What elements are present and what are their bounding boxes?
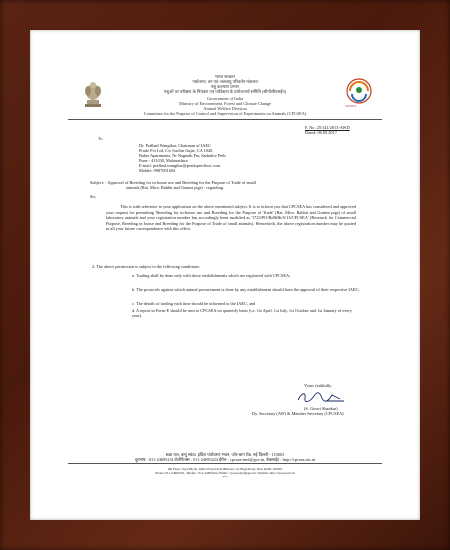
addressee-line: Pune - 411030, Maharashtra <box>139 158 188 163</box>
header-hindi-line1: भारत सरकार <box>214 74 236 79</box>
addressee-line: Baher Apartments, Nr Nagnath Par, Sadashiv Peth, <box>139 153 227 158</box>
letter-date: Dated: 06.05.2017 <box>305 130 337 135</box>
footer-contact: Phone: 011-24695231, Telefax : 011-24695424, Email : cpcsea-mef@gov.in, Website: http://cpcsea.nic.in <box>155 471 295 475</box>
file-number: F. No. 25/141/2013-AWD <box>305 125 350 130</box>
header-divider <box>68 119 382 120</box>
cpcsea-logo-icon <box>346 78 372 104</box>
cpcsea-logo-text: CPCSEA <box>345 104 357 108</box>
condition-a: a. Trading shall be done only with those establishments which are registered with CPCSEA; <box>132 273 291 278</box>
footer-hindi-contact: दूरभाष : 011-24695231/टेलीफैक्स : 011-24695424 ईमेल : cpcsea-mef@gov.in, वेबसाईट : http://cpcsea.nic.in <box>134 457 316 462</box>
salutation: Sir, <box>90 194 96 199</box>
header-ministry: Ministry of Environment, Forest and Climate Change <box>178 101 271 106</box>
addressee-line: Prado Pvt Ltd, C/o Sachin Gujar, CA 1040, <box>139 148 214 153</box>
closing: Yours faithfully, <box>304 383 332 388</box>
body-paragraph-2: 2. The above permission is subject to the following conditions: <box>92 264 201 269</box>
document-page <box>68 68 382 482</box>
footer-divider <box>68 463 382 464</box>
condition-c: c. The details of trading each time should be informed to the IAEC; and <box>132 301 256 306</box>
header-gov: Government of India <box>206 96 244 101</box>
subject-line2: animals (Rat, Mice, Rabbit and Guinea pigs) - regarding. <box>126 185 224 190</box>
condition-b: b. The protocols against which animal procurement is done by any establishment should have the approval of their respective IAEC; <box>132 287 360 292</box>
header-hindi-line2: पर्यावरण, वन एवं जलवायु परिवर्तन मंत्रालय <box>192 79 258 84</box>
signature-icon <box>296 390 346 404</box>
signatory-designation: Dy. Secretary (AW) & Member Secretary (CPCSEA) <box>252 411 344 416</box>
footer-address: 6th Floor, Vayu Block, Indira Paryavaran Bhawan, Jor Bagh Road, New Delhi-110003 <box>167 467 283 471</box>
addressee-line: Dr. Pralhad Wangikar, Chairman of IAEC <box>139 143 211 148</box>
header-hindi-line4: पशुओं पर परीक्षण के नियंत्रण एवं पर्यवेक्षण के प्रयोजनार्थ समिति (सीपीसीएसईए) <box>163 89 287 94</box>
header-hindi-line3: पशु कल्याण प्रभाग <box>210 84 240 89</box>
body-paragraph-1: This is with reference to your application on the above mentioned subject. It is to inform you that CPCSEA has considered and approved your request for permitting 'Breeding for in-house use and Breeding for the Purpose of Trade' (Rat, Mice, Rabbit and Guinea pigs) of small laboratory animals and your registration number has accordingly been modified as '1723/PO/ReBiBt/S/13/CPCSEA' (Research for Commercial Purpose, Breeding in house and Breeding for the Purpose of Trade of small animals). Henceforth, the above registration number may be quoted in all your future correspondence with this office. <box>106 204 356 232</box>
addressee-mobile: Mobile: 9987001604 <box>139 168 176 173</box>
to-label: To <box>98 136 103 141</box>
signatory-name: (S. Gowri Shankar) <box>304 406 338 411</box>
addressee-email: E-mail: pralhad.wangikar@pradopreclinic.com <box>139 163 221 168</box>
footer-hindi-address: छठा तल, वायु स्कंध, इंदिरा पर्यावरण भवन, जोर बाग रोड, नई दिल्ली - 110003 <box>165 452 285 457</box>
header-division: Animal Welfare Division <box>203 106 247 111</box>
footer-stars: *** <box>222 475 228 479</box>
header-committee: Committee for the Purpose of Control and Supervision of Experiments on Animals (CPCSEA) <box>143 111 307 116</box>
subject-line1: Subject: - Approval of Breeding for in-house use and Breeding for the Purpose of Trade of small <box>90 180 256 185</box>
national-emblem-icon <box>82 78 104 112</box>
condition-d: d. A report in Form-E should be sent to CPCSEA on quarterly basis (i.e. 1st April, 1st July, 1st October and 1st January of every year). <box>132 308 352 319</box>
